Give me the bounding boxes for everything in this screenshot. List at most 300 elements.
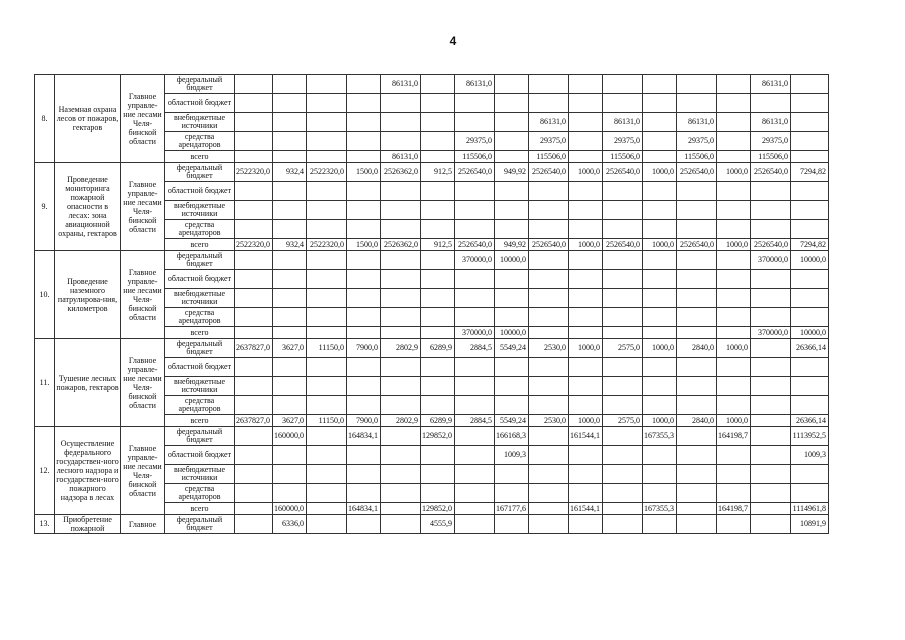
value-cell bbox=[455, 484, 495, 503]
value-cell bbox=[347, 484, 381, 503]
value-cell: 2526540,0 bbox=[455, 163, 495, 182]
value-cell bbox=[455, 201, 495, 220]
value-cell bbox=[495, 358, 529, 377]
value-cell bbox=[529, 327, 569, 339]
value-cell bbox=[643, 515, 677, 534]
value-cell bbox=[307, 446, 347, 465]
value-cell bbox=[273, 75, 307, 94]
value-cell bbox=[381, 94, 421, 113]
value-cell bbox=[569, 289, 603, 308]
funding-source: внебюджетные источники bbox=[165, 377, 235, 396]
value-cell bbox=[235, 377, 273, 396]
value-cell bbox=[791, 289, 829, 308]
value-cell: 2526362,0 bbox=[381, 239, 421, 251]
value-cell bbox=[643, 182, 677, 201]
value-cell bbox=[569, 220, 603, 239]
value-cell bbox=[381, 427, 421, 446]
funding-source: средства арендаторов bbox=[165, 396, 235, 415]
value-cell bbox=[347, 327, 381, 339]
value-cell: 4555,9 bbox=[421, 515, 455, 534]
row-number: 9. bbox=[35, 163, 55, 251]
value-cell: 29375,0 bbox=[677, 132, 717, 151]
value-cell bbox=[677, 377, 717, 396]
value-cell bbox=[273, 270, 307, 289]
value-cell bbox=[603, 515, 643, 534]
value-cell bbox=[791, 396, 829, 415]
value-cell bbox=[307, 503, 347, 515]
value-cell bbox=[603, 503, 643, 515]
value-cell bbox=[495, 289, 529, 308]
value-cell: 11150,0 bbox=[307, 339, 347, 358]
value-cell bbox=[347, 151, 381, 163]
value-cell bbox=[643, 358, 677, 377]
row-number: 13. bbox=[35, 515, 55, 534]
value-cell: 912,5 bbox=[421, 163, 455, 182]
value-cell bbox=[751, 270, 791, 289]
value-cell bbox=[677, 270, 717, 289]
value-cell: 1000,0 bbox=[717, 415, 751, 427]
activity-name: Тушение лесных пожаров, гектаров bbox=[55, 339, 121, 427]
value-cell bbox=[347, 270, 381, 289]
value-cell: 1000,0 bbox=[569, 163, 603, 182]
funding-source: средства арендаторов bbox=[165, 484, 235, 503]
value-cell bbox=[347, 94, 381, 113]
value-cell bbox=[717, 75, 751, 94]
value-cell bbox=[307, 151, 347, 163]
value-cell bbox=[307, 113, 347, 132]
value-cell bbox=[569, 377, 603, 396]
value-cell: 10000,0 bbox=[791, 251, 829, 270]
value-cell: 167355,3 bbox=[643, 427, 677, 446]
value-cell: 1000,0 bbox=[643, 239, 677, 251]
value-cell bbox=[603, 94, 643, 113]
row-number: 11. bbox=[35, 339, 55, 427]
value-cell: 160000,0 bbox=[273, 427, 307, 446]
value-cell bbox=[273, 446, 307, 465]
value-cell bbox=[529, 465, 569, 484]
value-cell bbox=[717, 327, 751, 339]
value-cell: 2526540,0 bbox=[603, 239, 643, 251]
value-cell bbox=[495, 132, 529, 151]
value-cell bbox=[381, 484, 421, 503]
value-cell: 932,4 bbox=[273, 163, 307, 182]
value-cell: 2522320,0 bbox=[235, 163, 273, 182]
value-cell bbox=[273, 327, 307, 339]
value-cell: 2526540,0 bbox=[677, 239, 717, 251]
value-cell bbox=[717, 132, 751, 151]
value-cell bbox=[235, 446, 273, 465]
value-cell bbox=[529, 75, 569, 94]
value-cell: 2526540,0 bbox=[529, 239, 569, 251]
value-cell bbox=[495, 515, 529, 534]
value-cell bbox=[235, 427, 273, 446]
value-cell: 129852,0 bbox=[421, 427, 455, 446]
value-cell bbox=[273, 308, 307, 327]
value-cell bbox=[381, 113, 421, 132]
value-cell: 370000,0 bbox=[751, 251, 791, 270]
value-cell bbox=[717, 308, 751, 327]
value-cell: 86131,0 bbox=[381, 151, 421, 163]
value-cell: 86131,0 bbox=[529, 113, 569, 132]
value-cell bbox=[235, 201, 273, 220]
value-cell bbox=[677, 427, 717, 446]
value-cell bbox=[381, 289, 421, 308]
value-cell: 1000,0 bbox=[717, 339, 751, 358]
value-cell bbox=[751, 308, 791, 327]
value-cell: 7294,82 bbox=[791, 163, 829, 182]
value-cell bbox=[307, 201, 347, 220]
value-cell: 29375,0 bbox=[603, 132, 643, 151]
value-cell bbox=[677, 251, 717, 270]
table-row bbox=[35, 251, 829, 270]
value-cell bbox=[751, 377, 791, 396]
row-number: 10. bbox=[35, 251, 55, 339]
value-cell bbox=[495, 75, 529, 94]
value-cell bbox=[677, 358, 717, 377]
page-number: 4 bbox=[449, 34, 457, 48]
value-cell bbox=[421, 151, 455, 163]
funding-source: федеральный бюджет bbox=[165, 163, 235, 182]
activity-name: Проведение наземного патрулирова-ния, километров bbox=[55, 251, 121, 339]
value-cell bbox=[529, 201, 569, 220]
value-cell bbox=[495, 465, 529, 484]
value-cell: 115506,0 bbox=[603, 151, 643, 163]
value-cell: 1113952,5 bbox=[791, 427, 829, 446]
funding-source: областной бюджет bbox=[165, 446, 235, 465]
value-cell bbox=[569, 515, 603, 534]
value-cell: 5549,24 bbox=[495, 415, 529, 427]
value-cell: 164198,7 bbox=[717, 503, 751, 515]
value-cell bbox=[307, 75, 347, 94]
value-cell bbox=[529, 446, 569, 465]
value-cell: 2530,0 bbox=[529, 415, 569, 427]
value-cell bbox=[421, 308, 455, 327]
value-cell: 912,5 bbox=[421, 239, 455, 251]
value-cell bbox=[307, 182, 347, 201]
value-cell: 10000,0 bbox=[495, 327, 529, 339]
value-cell: 1500,0 bbox=[347, 239, 381, 251]
value-cell bbox=[529, 182, 569, 201]
value-cell: 29375,0 bbox=[455, 132, 495, 151]
value-cell bbox=[677, 182, 717, 201]
funding-source: всего bbox=[165, 415, 235, 427]
value-cell bbox=[307, 289, 347, 308]
activity-name: Наземная охрана лесов от пожаров, гектаров bbox=[55, 75, 121, 163]
funding-source: областной бюджет bbox=[165, 94, 235, 113]
value-cell: 1009,3 bbox=[791, 446, 829, 465]
executor: Главное управле-ние лесами Челя-бинской области bbox=[121, 427, 165, 515]
value-cell bbox=[717, 113, 751, 132]
value-cell bbox=[529, 377, 569, 396]
value-cell: 5549,24 bbox=[495, 339, 529, 358]
value-cell bbox=[347, 465, 381, 484]
activity-name: Приобретение пожарной bbox=[55, 515, 121, 534]
funding-source: средства арендаторов bbox=[165, 132, 235, 151]
value-cell: 1000,0 bbox=[569, 415, 603, 427]
value-cell: 115506,0 bbox=[677, 151, 717, 163]
value-cell bbox=[273, 113, 307, 132]
value-cell bbox=[791, 94, 829, 113]
value-cell bbox=[421, 446, 455, 465]
value-cell bbox=[455, 113, 495, 132]
value-cell: 29375,0 bbox=[751, 132, 791, 151]
value-cell bbox=[307, 132, 347, 151]
value-cell bbox=[495, 182, 529, 201]
value-cell bbox=[273, 289, 307, 308]
value-cell: 2575,0 bbox=[603, 339, 643, 358]
value-cell: 129852,0 bbox=[421, 503, 455, 515]
value-cell: 1000,0 bbox=[643, 415, 677, 427]
value-cell bbox=[569, 113, 603, 132]
value-cell bbox=[235, 151, 273, 163]
value-cell bbox=[791, 358, 829, 377]
value-cell bbox=[381, 270, 421, 289]
value-cell bbox=[381, 201, 421, 220]
value-cell bbox=[455, 515, 495, 534]
value-cell bbox=[381, 515, 421, 534]
value-cell bbox=[529, 220, 569, 239]
value-cell bbox=[381, 446, 421, 465]
value-cell bbox=[603, 446, 643, 465]
value-cell bbox=[307, 251, 347, 270]
value-cell bbox=[603, 251, 643, 270]
value-cell bbox=[603, 484, 643, 503]
value-cell bbox=[791, 113, 829, 132]
value-cell bbox=[235, 251, 273, 270]
table-row bbox=[35, 75, 829, 94]
value-cell: 115506,0 bbox=[529, 151, 569, 163]
value-cell bbox=[307, 358, 347, 377]
value-cell bbox=[307, 515, 347, 534]
value-cell bbox=[569, 251, 603, 270]
value-cell bbox=[495, 94, 529, 113]
value-cell bbox=[751, 446, 791, 465]
value-cell: 6289,9 bbox=[421, 339, 455, 358]
value-cell bbox=[381, 182, 421, 201]
value-cell bbox=[307, 220, 347, 239]
value-cell bbox=[307, 327, 347, 339]
value-cell: 86131,0 bbox=[455, 75, 495, 94]
value-cell bbox=[569, 151, 603, 163]
table-row bbox=[35, 515, 829, 534]
value-cell: 2522320,0 bbox=[235, 239, 273, 251]
value-cell bbox=[273, 182, 307, 201]
value-cell bbox=[603, 427, 643, 446]
funding-source: внебюджетные источники bbox=[165, 113, 235, 132]
value-cell bbox=[347, 396, 381, 415]
value-cell bbox=[347, 251, 381, 270]
value-cell: 2840,0 bbox=[677, 415, 717, 427]
value-cell bbox=[569, 201, 603, 220]
value-cell bbox=[677, 327, 717, 339]
row-number: 12. bbox=[35, 427, 55, 515]
funding-source: федеральный бюджет bbox=[165, 75, 235, 94]
value-cell: 1009,3 bbox=[495, 446, 529, 465]
value-cell: 2802,9 bbox=[381, 339, 421, 358]
value-cell bbox=[381, 308, 421, 327]
value-cell bbox=[495, 113, 529, 132]
value-cell bbox=[455, 465, 495, 484]
value-cell bbox=[791, 132, 829, 151]
value-cell: 7900,0 bbox=[347, 339, 381, 358]
value-cell bbox=[791, 201, 829, 220]
value-cell: 161544,1 bbox=[569, 503, 603, 515]
table-row bbox=[35, 427, 829, 446]
funding-source: внебюджетные источники bbox=[165, 289, 235, 308]
value-cell bbox=[751, 396, 791, 415]
value-cell bbox=[455, 270, 495, 289]
value-cell bbox=[751, 358, 791, 377]
value-cell bbox=[751, 465, 791, 484]
value-cell bbox=[421, 358, 455, 377]
value-cell bbox=[677, 308, 717, 327]
value-cell bbox=[529, 358, 569, 377]
value-cell bbox=[455, 308, 495, 327]
value-cell bbox=[569, 327, 603, 339]
value-cell bbox=[791, 484, 829, 503]
value-cell bbox=[569, 132, 603, 151]
value-cell bbox=[717, 201, 751, 220]
value-cell bbox=[381, 327, 421, 339]
value-cell bbox=[421, 289, 455, 308]
value-cell bbox=[421, 484, 455, 503]
value-cell: 86131,0 bbox=[751, 75, 791, 94]
value-cell bbox=[307, 465, 347, 484]
value-cell: 115506,0 bbox=[455, 151, 495, 163]
funding-source: федеральный бюджет bbox=[165, 515, 235, 534]
value-cell bbox=[751, 289, 791, 308]
value-cell bbox=[791, 270, 829, 289]
value-cell: 1500,0 bbox=[347, 163, 381, 182]
value-cell bbox=[603, 289, 643, 308]
value-cell: 2522320,0 bbox=[307, 239, 347, 251]
value-cell bbox=[235, 132, 273, 151]
value-cell: 6289,9 bbox=[421, 415, 455, 427]
value-cell: 2526540,0 bbox=[603, 163, 643, 182]
value-cell bbox=[307, 427, 347, 446]
value-cell bbox=[677, 75, 717, 94]
value-cell bbox=[529, 289, 569, 308]
value-cell bbox=[791, 182, 829, 201]
value-cell bbox=[235, 396, 273, 415]
value-cell bbox=[643, 327, 677, 339]
value-cell bbox=[495, 151, 529, 163]
value-cell bbox=[643, 465, 677, 484]
value-cell bbox=[603, 358, 643, 377]
value-cell: 1000,0 bbox=[717, 163, 751, 182]
value-cell: 2637827,0 bbox=[235, 415, 273, 427]
value-cell: 1114961,8 bbox=[791, 503, 829, 515]
executor: Главное управле-ние лесами Челя-бинской области bbox=[121, 163, 165, 251]
value-cell bbox=[381, 503, 421, 515]
value-cell bbox=[273, 484, 307, 503]
value-cell: 370000,0 bbox=[455, 327, 495, 339]
value-cell: 2575,0 bbox=[603, 415, 643, 427]
value-cell bbox=[381, 465, 421, 484]
funding-source: федеральный бюджет bbox=[165, 427, 235, 446]
value-cell bbox=[421, 182, 455, 201]
value-cell bbox=[717, 377, 751, 396]
value-cell bbox=[643, 377, 677, 396]
value-cell bbox=[235, 113, 273, 132]
value-cell bbox=[751, 484, 791, 503]
value-cell: 2526540,0 bbox=[529, 163, 569, 182]
value-cell bbox=[791, 220, 829, 239]
value-cell bbox=[273, 377, 307, 396]
value-cell bbox=[717, 465, 751, 484]
value-cell bbox=[307, 270, 347, 289]
value-cell bbox=[235, 465, 273, 484]
value-cell bbox=[381, 220, 421, 239]
value-cell bbox=[307, 377, 347, 396]
funding-source: всего bbox=[165, 239, 235, 251]
value-cell bbox=[751, 220, 791, 239]
value-cell bbox=[381, 251, 421, 270]
value-cell bbox=[455, 182, 495, 201]
value-cell bbox=[751, 503, 791, 515]
value-cell bbox=[677, 94, 717, 113]
value-cell: 2637827,0 bbox=[235, 339, 273, 358]
value-cell bbox=[643, 446, 677, 465]
value-cell bbox=[791, 75, 829, 94]
value-cell bbox=[421, 396, 455, 415]
value-cell bbox=[529, 484, 569, 503]
value-cell: 26366,14 bbox=[791, 339, 829, 358]
value-cell bbox=[235, 327, 273, 339]
value-cell bbox=[273, 132, 307, 151]
value-cell bbox=[347, 113, 381, 132]
value-cell bbox=[717, 446, 751, 465]
value-cell bbox=[677, 396, 717, 415]
value-cell: 2526540,0 bbox=[677, 163, 717, 182]
value-cell bbox=[603, 220, 643, 239]
value-cell: 3627,0 bbox=[273, 339, 307, 358]
value-cell bbox=[569, 465, 603, 484]
value-cell: 2840,0 bbox=[677, 339, 717, 358]
funding-source: средства арендаторов bbox=[165, 308, 235, 327]
value-cell: 370000,0 bbox=[455, 251, 495, 270]
value-cell bbox=[643, 396, 677, 415]
value-cell bbox=[307, 396, 347, 415]
value-cell bbox=[495, 308, 529, 327]
value-cell bbox=[643, 484, 677, 503]
value-cell bbox=[421, 251, 455, 270]
value-cell: 160000,0 bbox=[273, 503, 307, 515]
value-cell bbox=[421, 201, 455, 220]
value-cell bbox=[603, 201, 643, 220]
value-cell bbox=[455, 289, 495, 308]
value-cell: 86131,0 bbox=[603, 113, 643, 132]
funding-source: средства арендаторов bbox=[165, 220, 235, 239]
value-cell bbox=[569, 94, 603, 113]
executor: Главное управле-ние лесами Челя-бинской области bbox=[121, 251, 165, 339]
value-cell: 10000,0 bbox=[495, 251, 529, 270]
value-cell bbox=[603, 327, 643, 339]
value-cell: 2522320,0 bbox=[307, 163, 347, 182]
value-cell: 3627,0 bbox=[273, 415, 307, 427]
value-cell bbox=[421, 465, 455, 484]
value-cell bbox=[717, 220, 751, 239]
budget-table bbox=[34, 74, 829, 534]
value-cell bbox=[643, 151, 677, 163]
value-cell bbox=[569, 358, 603, 377]
value-cell: 164198,7 bbox=[717, 427, 751, 446]
value-cell bbox=[421, 132, 455, 151]
value-cell bbox=[677, 465, 717, 484]
value-cell: 1000,0 bbox=[643, 339, 677, 358]
value-cell: 2526540,0 bbox=[751, 239, 791, 251]
value-cell bbox=[235, 308, 273, 327]
